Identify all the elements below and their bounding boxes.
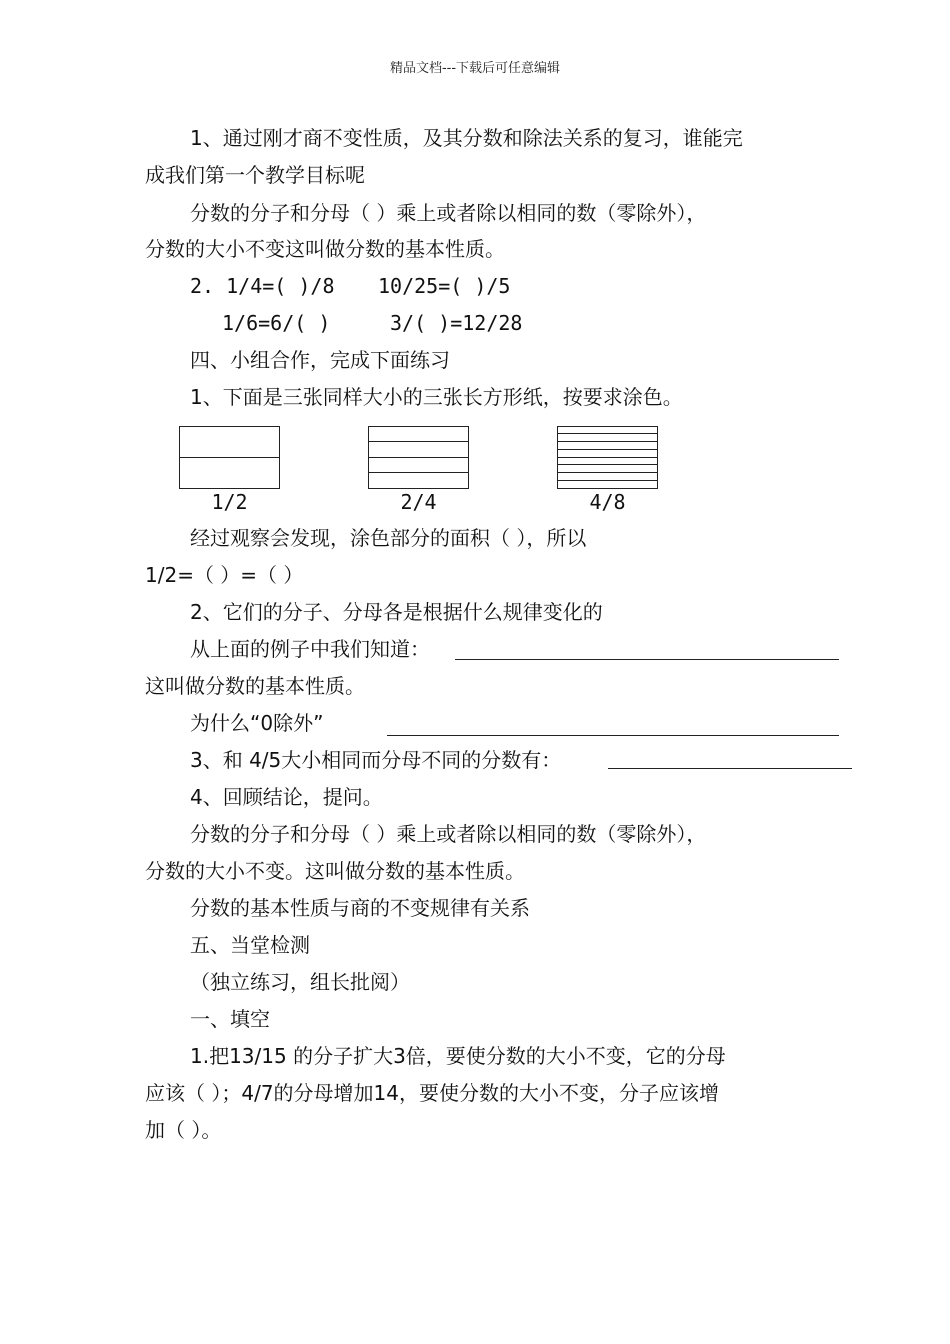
equation: 10/25=( )/5 — [378, 274, 511, 298]
answer-blank[interactable] — [455, 659, 839, 660]
text-line: 1/2=（ ）=（ ） — [145, 563, 304, 587]
rectangle-eighths — [557, 426, 658, 489]
text-line: 分数的分子和分母（ ）乘上或者除以相同的数（零除外）， — [190, 201, 707, 225]
divider-line — [558, 433, 657, 434]
divider-line — [369, 472, 468, 473]
text-line: 这叫做分数的基本性质。 — [145, 674, 365, 698]
text-line: 1、下面是三张同样大小的三张长方形纸，按要求涂色。 — [190, 385, 683, 409]
text-line: 2、它们的分子、分母各是根据什么规律变化的 — [190, 600, 603, 624]
divider-line — [558, 457, 657, 458]
text-line: 分数的大小不变这叫做分数的基本性质。 — [145, 237, 505, 261]
text-line: 3、和 4/5大小相同而分母不同的分数有： — [190, 748, 562, 772]
page-header: 精品文档---下载后可任意编辑 — [389, 61, 561, 76]
rectangle-quarters — [368, 426, 469, 489]
text-line: 1.把13/15 的分子扩大3倍，要使分数的大小不变，它的分母 — [190, 1044, 726, 1068]
text-line: （独立练习，组长批阅） — [190, 970, 410, 994]
equation: 2. 1/4=( )/8 — [190, 274, 335, 298]
section-heading: 一、填空 — [190, 1007, 270, 1031]
figure-caption: 1/2 — [211, 490, 248, 514]
answer-blank[interactable] — [387, 735, 839, 736]
text-line: 4、回顾结论，提问。 — [190, 785, 383, 809]
text-line: 分数的大小不变。这叫做分数的基本性质。 — [145, 859, 525, 883]
text-line: 加（ ）。 — [145, 1118, 222, 1142]
divider-line — [180, 457, 279, 458]
text-line: 从上面的例子中我们知道： — [190, 637, 430, 661]
section-heading: 五、当堂检测 — [190, 933, 310, 957]
text-line: 分数的基本性质与商的不变规律有关系 — [190, 896, 530, 920]
text-line: 应该（ ）；4/7的分母增加14，要使分数的大小不变，分子应该增 — [145, 1081, 719, 1105]
divider-line — [558, 449, 657, 450]
text-line: 为什么“0除外” — [190, 711, 324, 735]
divider-line — [558, 464, 657, 465]
figure-caption: 4/8 — [589, 490, 626, 514]
figure-caption: 2/4 — [400, 490, 437, 514]
divider-line — [558, 480, 657, 481]
rectangle-halves — [179, 426, 280, 489]
divider-line — [558, 441, 657, 442]
equation: 3/( )=12/28 — [390, 311, 523, 335]
equation: 1/6=6/( ) — [222, 311, 331, 335]
text-line: 经过观察会发现，涂色部分的面积（ ），所以 — [190, 526, 587, 550]
divider-line — [558, 472, 657, 473]
answer-blank[interactable] — [608, 768, 852, 769]
divider-line — [369, 441, 468, 442]
divider-line — [369, 457, 468, 458]
section-heading: 四、小组合作，完成下面练习 — [190, 348, 450, 372]
text-line: 成我们第一个教学目标呢 — [145, 163, 365, 187]
text-line: 分数的分子和分母（ ）乘上或者除以相同的数（零除外）， — [190, 822, 707, 846]
text-line: 1、通过刚才商不变性质，及其分数和除法关系的复习，谁能完 — [190, 126, 743, 150]
